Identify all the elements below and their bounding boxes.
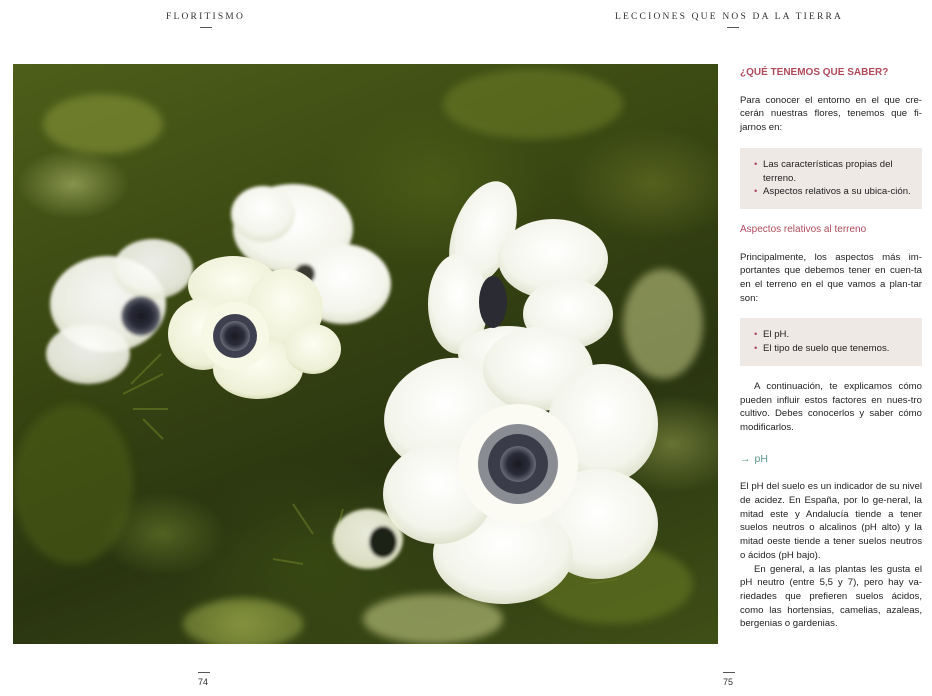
flower-main: [368, 327, 658, 604]
page-number: 75: [723, 677, 734, 687]
page-number-left: [198, 672, 210, 687]
page-number-right: [723, 672, 735, 687]
flower-bud: [333, 509, 403, 569]
ph-heading: [740, 453, 922, 467]
header-rule: [200, 27, 212, 28]
book-title: FLORITISMO: [166, 12, 246, 22]
factors-box: [740, 318, 922, 365]
ph-heading-label: pH: [754, 452, 768, 465]
subsection-heading: Aspectos relativos al terreno: [740, 223, 867, 235]
ph-preference-paragraph: En general, a las plantas les gusta el pH neutro (entre 5,5 y 7), pero hay va-riedades que prefieren suelos ácidos, como las hortensias, camelias, azaleas, bergenias o gardenias.: [740, 563, 922, 630]
footer-rule: [723, 672, 735, 673]
anemone-illustration: [13, 64, 718, 644]
running-head-right: [615, 12, 843, 28]
arrow-right-icon: →: [740, 452, 751, 465]
list-item: • Aspectos relativos a su ubica-ción.: [754, 185, 914, 199]
chapter-title: LECCIONES QUE NOS DA LA TIERRA: [615, 12, 844, 22]
header-rule: [727, 27, 739, 28]
sidebar-text: [740, 66, 922, 631]
footer-rule: [198, 672, 210, 673]
ph-paragraph: El pH del suelo es un indicador de su nivel de acidez. En España, por lo ge-neral, la mitad este y Andalucía tiende a tener suelos neutros o alcalinos (pH alto) y la mitad oeste tiende a tener suelos neutros o ácidos (pH bajo).: [740, 481, 922, 561]
flower-back-left: [46, 239, 193, 384]
list-item: • El tipo de suelo que tenemos.: [754, 342, 914, 356]
characteristics-box: [740, 148, 922, 209]
section-heading: ¿QUÉ TENEMOS QUE SABER?: [740, 67, 889, 78]
running-head-left: [166, 12, 245, 28]
terrain-paragraph: Principalmente, los aspectos más im-portantes que debemos tener en cuen-ta en el terreno en el que vamos a plan-tar son:: [740, 251, 922, 304]
explanation-paragraph: A continuación, te explicamos cómo pueden influir estos factores en nues-tro cultivo. Debes conocerlos y saber cómo modificarlos.: [740, 380, 922, 433]
list-item: • Las características propias del terreno.: [754, 158, 914, 185]
list-item: • El pH.: [754, 328, 914, 342]
intro-paragraph: Para conocer el entorno en el que cre-cerán nuestras flores, tenemos que fi-jarnos en:: [740, 94, 922, 134]
anemone-photo: [13, 64, 718, 644]
page-number: 74: [198, 677, 209, 687]
